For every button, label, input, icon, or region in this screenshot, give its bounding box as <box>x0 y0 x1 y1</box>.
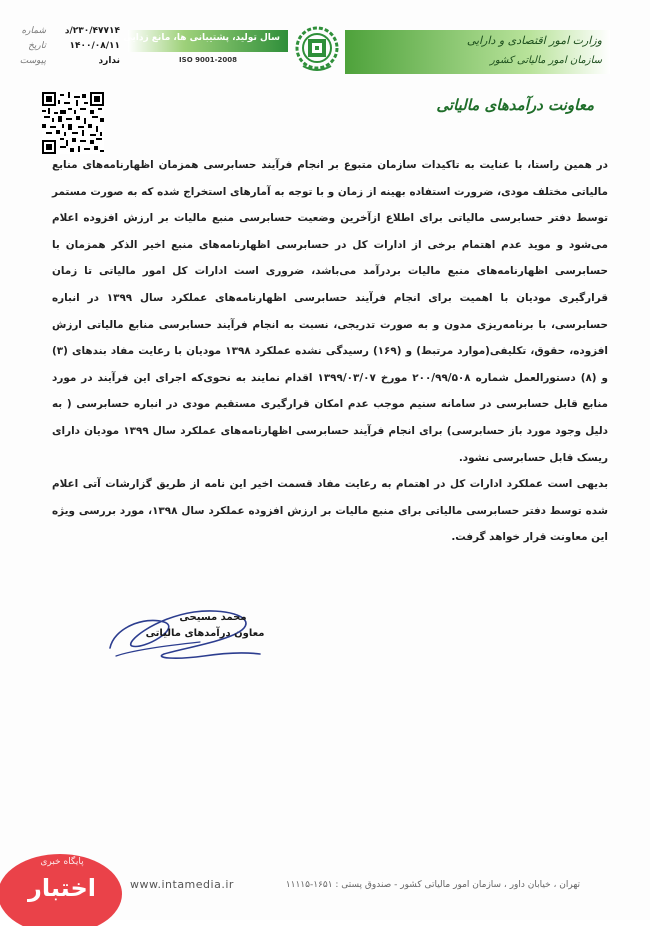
year-slogan: سال تولید، پشتیبانی ها، مانع زدایی ها <box>110 33 280 43</box>
news-agency-watermark <box>0 836 140 926</box>
ministry-banner <box>345 26 610 76</box>
tax-organization-emblem-icon <box>293 22 341 76</box>
ministry-name: وزارت امور اقتصادی و دارایی <box>466 34 602 47</box>
organization-name: سازمان امور مالیاتی کشور <box>490 55 602 66</box>
letter-number: ۲۳۰/۴۷۷۱۴/د <box>64 26 120 36</box>
deputy-heading: معاونت درآمدهای مالیاتی <box>436 96 594 114</box>
attachment-row <box>10 54 120 69</box>
body-paragraph-2: بدیهی است عملکرد ادارات کل در اهتمام به رعایت مفاد قسمت اخیر این نامه از طریق گزارشات آتی اعلام شده توسط دفتر حسابرسی مالیاتی برای منبع مالیات بر ارزش افزوده عملکرد سال ۱۳۹۸، مورد بررسی ویژه این معاونت قرار خواهد گرفت. <box>52 478 608 544</box>
svg-text:پایگاه خبری: پایگاه خبری <box>40 857 84 867</box>
letter-date-row <box>10 39 120 54</box>
letter-number-row <box>10 24 120 39</box>
signatory-title: معاون درآمدهای مالیاتی <box>145 628 265 639</box>
reference-block <box>10 24 120 69</box>
svg-text:اختبار: اختبار <box>28 874 96 902</box>
signatory-name: محمد مسیحی <box>179 612 247 623</box>
body-paragraph-1: در همین راستا، با عنایت به تاکیدات سازمان متبوع بر انجام فرآیند حسابرسی همزمان اظهارنامه‌های منابع مالیاتی مختلف مودی، ضرورت استفاده بهینه از زمان و با توجه به آمارهای استخراج شده که به صورت مستمر توسط دفتر حسابرسی مالیاتی برای اطلاع ازآخرین وضعیت حسابرسی منبع مالیات بر ارزش افزوده اعلام می‌شود و موید عدم اهتمام برخی از ادارات کل در حسابرسی اظهارنامه‌های منبع اخیر الذکر همزمان با حسابرسی اظهارنامه‌های منبع مالیات بردرآمد می‌باشد، ضروری است ادارات کل امور مالیاتی تا زمان قرارگیری مودیان با اهمیت برای انجام فرآیند حسابرسی اظهارنامه‌های عملکرد سال ۱۳۹۹ در انباره حسابرسی، با برنامه‌ریزی مدون و به صورت تدریجی، نسبت به انجام فرآیند حسابرسی منابع مالیاتی ارزش افزوده، حقوق، تکلیفی(موارد مرتبط) و (۱۶۹) رسیدگی نشده عملکرد ۱۳۹۸ مودیان با رعایت مفاد بندهای (۳) و (۸) دستورالعمل شماره ۲۰۰/۹۹/۵۰۸ مورخ ۱۳۹۹/۰۳/۰۷ اقدام نمایند به نحوی‌که اجرای این فرآیند در مورد منابع قابل حسابرسی در سامانه سنیم موجب عدم امکان قرارگیری مستقیم مودی در انباره حسابرسی ( به دلیل وجود مورد باز حسابرسی) برای انجام فرآیند حسابرسی اظهارنامه‌های عملکرد سال ۱۳۹۹ مودیان دارای ریسک قابل حسابرسی نشود. <box>52 159 609 464</box>
qr-code <box>42 92 104 154</box>
letter-number-label: شماره <box>21 26 46 36</box>
letter-date-label: تاریخ <box>28 41 46 51</box>
letter-body <box>52 152 608 551</box>
letter-date: ۱۴۰۰/۰۸/۱۱ <box>69 41 120 51</box>
slogan-banner <box>110 26 288 76</box>
website-link[interactable]: www.intamedia.ir <box>130 878 234 891</box>
iso-label: ISO 9001-2008 <box>179 56 237 64</box>
attachment-value: ندارد <box>98 56 120 66</box>
postal-address: تهران ، خیابان داور ، سازمان امور مالیاتی کشور - صندوق پستی : ۱۶۵۱-۱۱۱۱۵ <box>285 880 580 890</box>
attachment-label: پیوست <box>19 56 46 66</box>
